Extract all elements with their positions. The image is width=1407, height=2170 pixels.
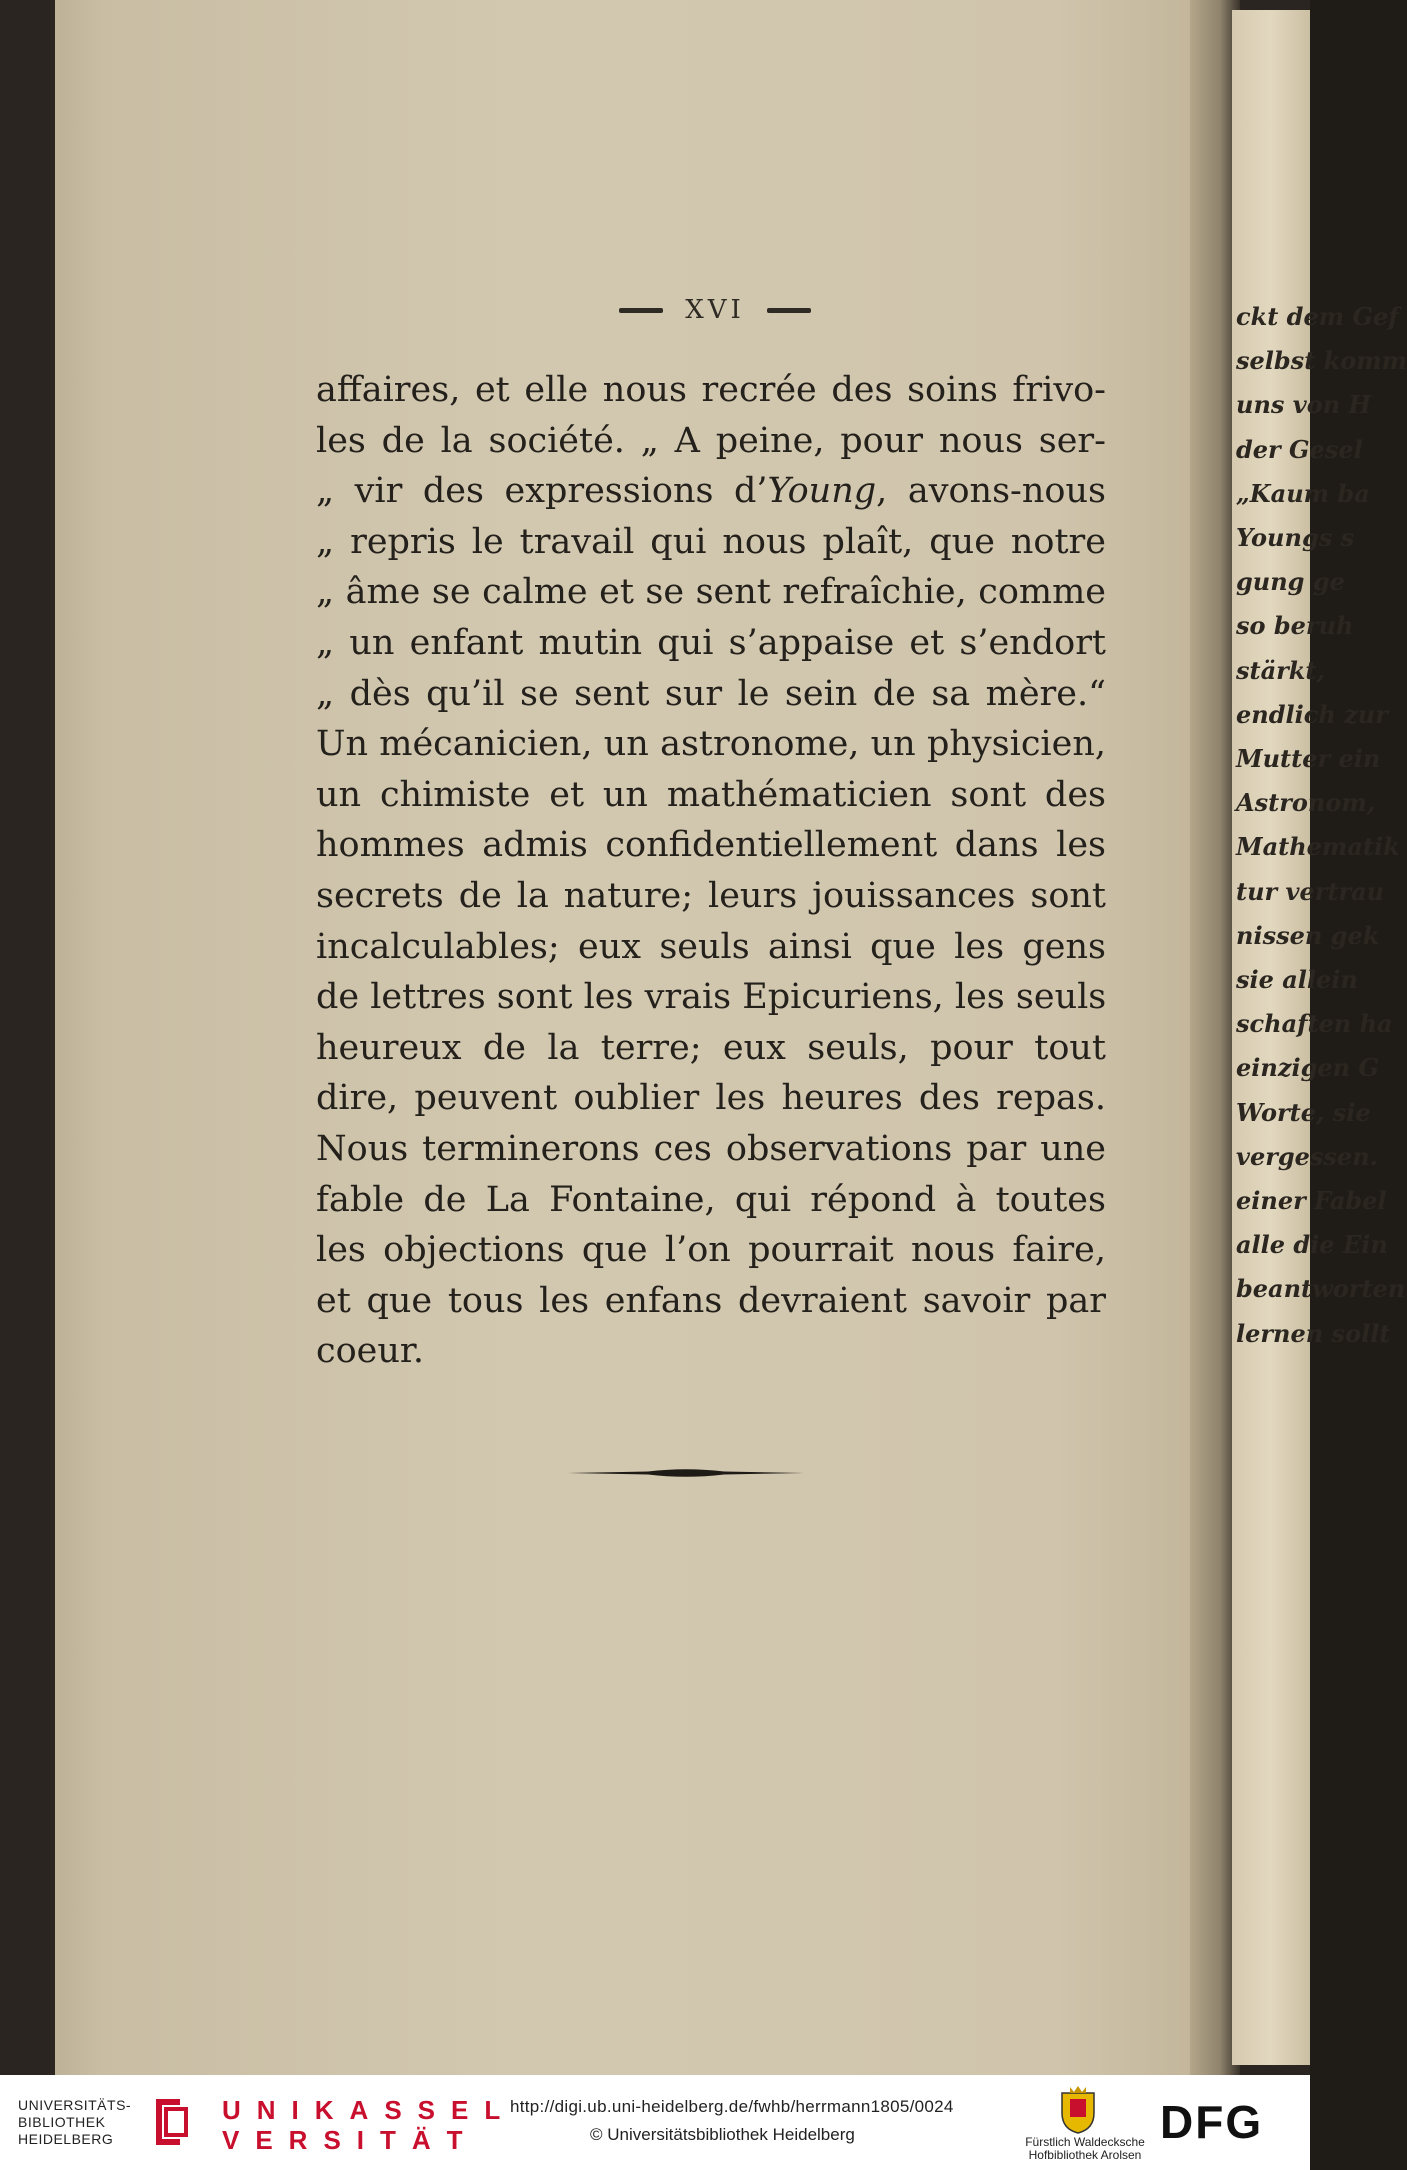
facing-text-fragment: alle die Ein [1236,1230,1388,1260]
facing-text-fragment: gung ge [1236,567,1345,597]
text-line: hommes admis confidentiellement dans les [316,825,1106,866]
text-line: Nous terminerons ces observations par une [316,1128,1106,1169]
text-line: de lettres sont les vrais Epicuriens, les seuls [316,977,1107,1018]
text-line: dire, peuvent oublier les heures des repas. [316,1078,1106,1119]
facing-text-fragment: stärkt, [1236,655,1325,685]
facing-page [1232,10,1407,2065]
facing-text-fragment: Worte, sie [1236,1097,1371,1127]
text-line: les de la société. „ A peine, pour nous ser- [316,420,1106,461]
text-line: coeur. [316,1331,424,1372]
text-line: „ dès qu’il se sent sur le sein de sa mère.“ [316,673,1106,714]
page-header [565,290,865,330]
facing-text-fragment: nissen gek [1236,920,1380,950]
uni-kassel-logo: UNIKASSEL VERSITÄT [222,2095,517,2155]
body-text [316,365,1106,1377]
text-line-young: „ vir des expressions d’Young, avons-nous [316,471,1106,512]
text-line: affaires, et elle nous recrée des soins frivo- [316,370,1106,410]
footer-bar [0,2075,1310,2170]
facing-text-fragment: Astronom, [1236,788,1376,818]
facing-text-fragment: endlich zur [1236,699,1388,729]
facing-text-fragment: einer Fabel [1236,1186,1387,1215]
copyright-notice: © Universitätsbibliothek Heidelberg [590,2125,855,2144]
facing-text-fragment: beantworten [1236,1274,1406,1304]
text-line: et que tous les enfans devraient savoir par [316,1280,1106,1321]
header-dash-right [767,308,811,313]
dfg-logo: DFG [1160,2096,1264,2148]
facing-text-fragment: der Gesel [1236,434,1363,464]
arolsen-library-name: Fürstlich Waldecksche Hofbibliothek Arolsen [1025,2135,1145,2162]
end-ornament-rule [568,1466,804,1480]
text-line: fable de La Fontaine, qui répond à toutes [316,1179,1106,1220]
facing-text-fragment: vergessen. [1236,1141,1379,1171]
page-number: XVI [685,295,745,325]
facing-text-fragment: Youngs s [1236,523,1355,552]
heidelberg-logo-icon [150,2095,192,2149]
facing-text-fragment: „Kaum ba [1236,478,1370,508]
text-line: secrets de la nature; leurs jouissances sont [316,875,1106,916]
facing-text-fragment: lernen sollt [1236,1318,1391,1348]
facing-text-fragment: so beruh [1236,611,1354,641]
text-line: „ un enfant mutin qui s’appaise et s’endort [316,622,1106,663]
text-line: heureux de la terre; eux seuls, pour tout [316,1027,1106,1068]
facing-text-fragment: uns von H [1236,390,1372,420]
crest-icon [1058,2085,1098,2135]
header-dash-left [619,308,663,313]
text-line: les objections que l’on pourrait nous faire, [316,1230,1106,1271]
permalink-url[interactable]: http://digi.ub.uni-heidelberg.de/fwhb/herrmann1805/0024 [510,2097,954,2116]
author-name-young: Young [767,471,877,512]
facing-text-fragment: Mutter ein [1236,744,1381,773]
text-line: „ repris le travail qui nous plaît, que notre [316,521,1106,562]
facing-text-fragment: selbst komm [1236,346,1407,376]
facing-text-fragment: sie allein [1236,965,1358,994]
text-line: incalculables; eux seuls ainsi que les gens [316,926,1106,967]
facing-text-fragment: einzigen G [1236,1053,1379,1083]
facing-text-fragment: tur vertrau [1236,876,1385,906]
text-line: un chimiste et un mathématicien sont des [316,774,1106,815]
institution-name: UNIVERSITÄTS- BIBLIOTHEK HEIDELBERG [18,2097,132,2147]
facing-text-fragment: ckt dem Gef [1236,302,1399,331]
text-line: Un mécanicien, un astronome, un physicien, [316,724,1106,765]
facing-text-fragment: Mathematik [1236,832,1400,862]
text-line: „ âme se calme et se sent refraîchie, comme [316,572,1106,613]
facing-text-fragment: schaften ha [1236,1009,1393,1039]
